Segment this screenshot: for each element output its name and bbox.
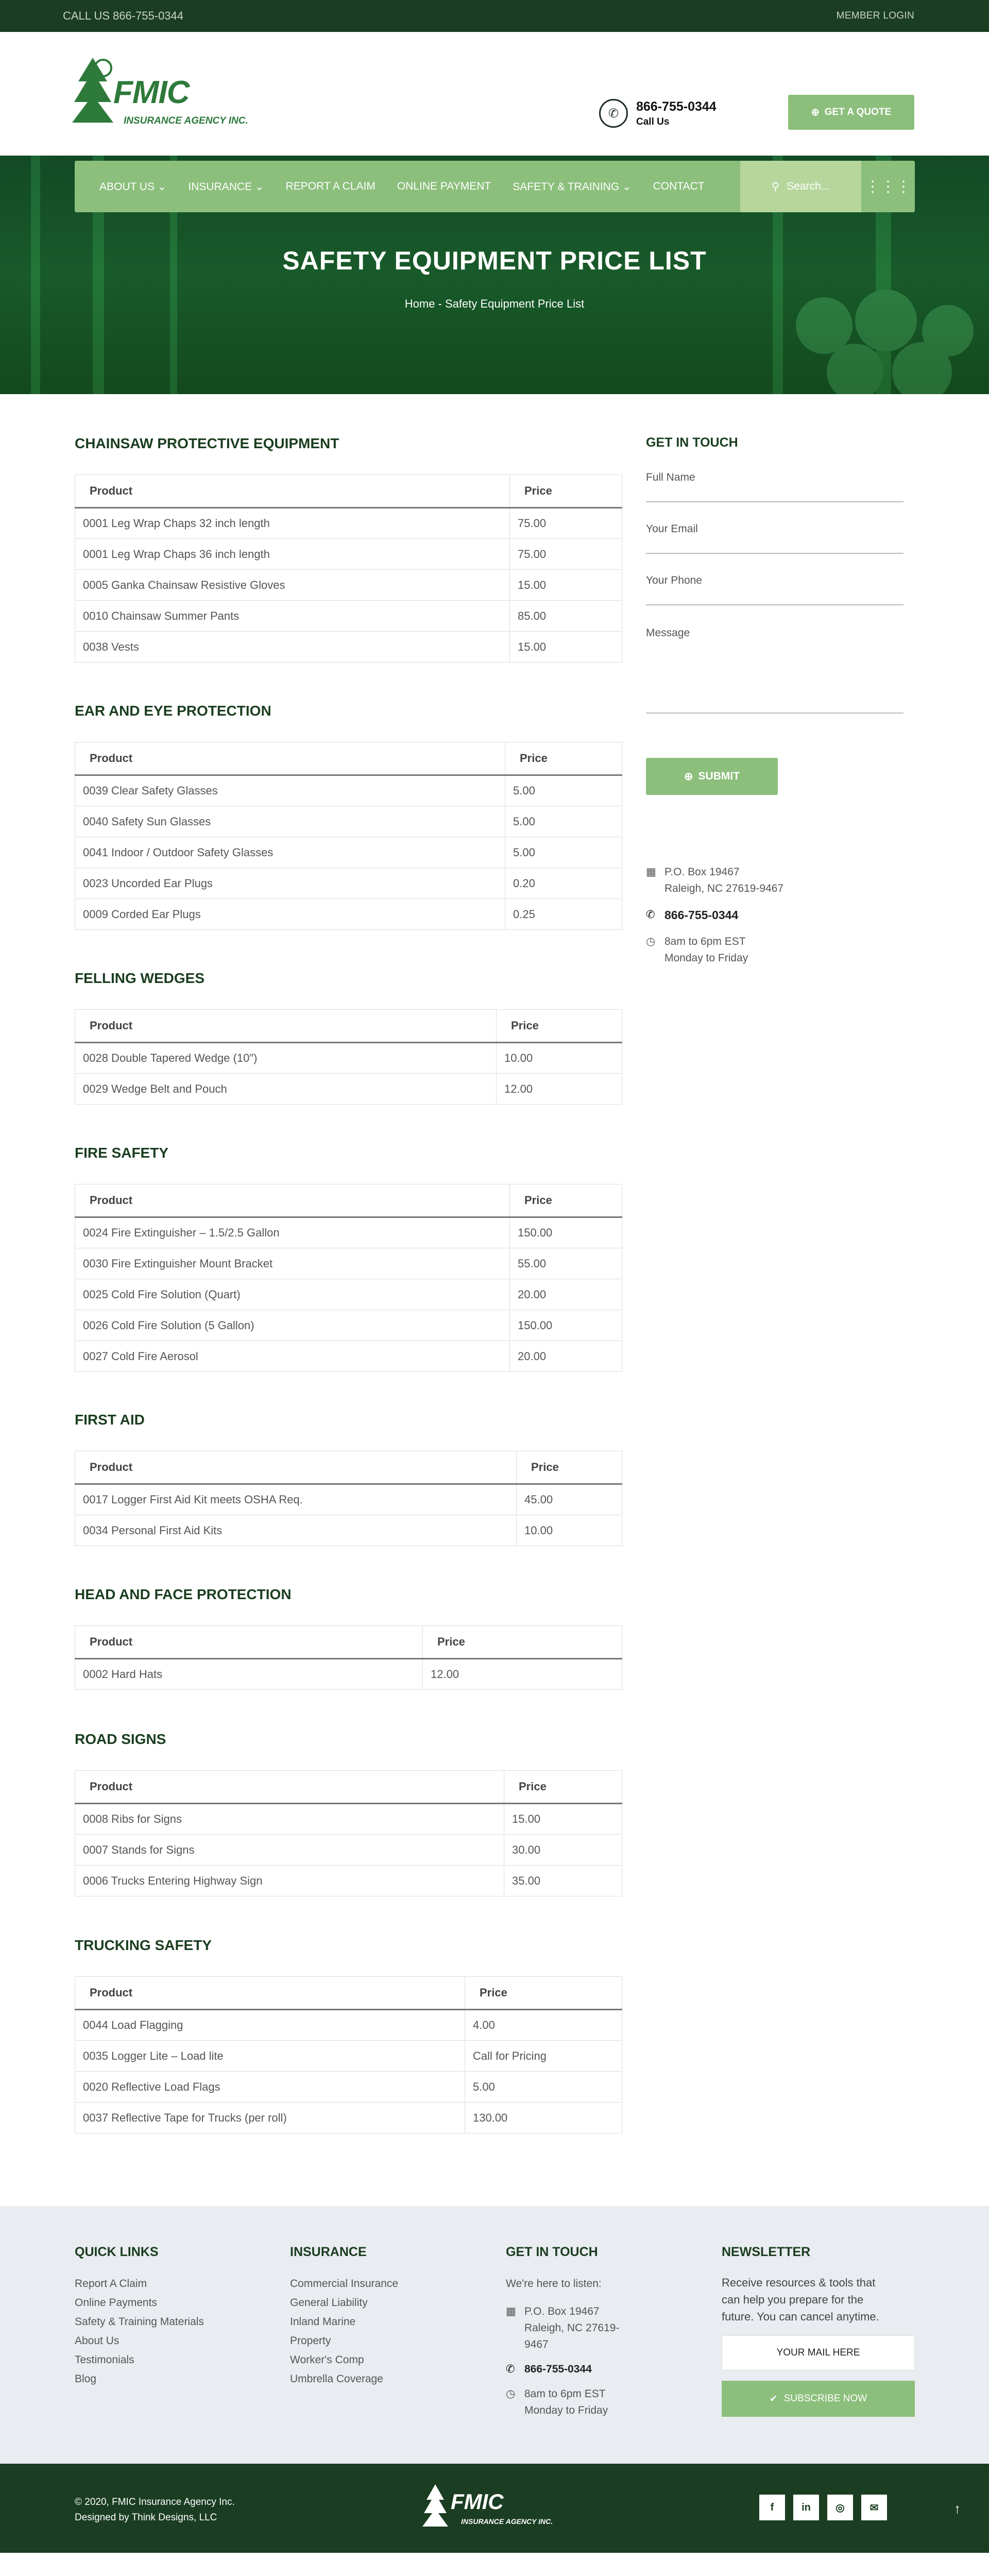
nav-safety-training[interactable]: SAFETY & TRAINING ⌄ xyxy=(513,180,632,193)
full-name-field[interactable]: Full Name xyxy=(646,471,903,502)
product-cell: 0035 Logger Lite – Load lite xyxy=(75,2041,465,2072)
sidebar-phone[interactable] xyxy=(646,907,738,923)
footer-link[interactable]: Blog xyxy=(75,2373,97,2385)
product-cell: 0044 Load Flagging xyxy=(75,2010,465,2041)
section-title: CHAINSAW PROTECTIVE EQUIPMENT xyxy=(75,435,339,451)
product-cell: 0023 Uncorded Ear Plugs xyxy=(75,868,505,899)
table-row xyxy=(75,2041,622,2072)
section-title: FELLING WEDGES xyxy=(75,970,204,986)
sidebar-title: GET IN TOUCH xyxy=(646,435,738,450)
table-row xyxy=(75,2072,622,2103)
price-cell: 15.00 xyxy=(510,570,622,601)
price-cell: 75.00 xyxy=(510,508,622,539)
main-nav xyxy=(75,161,915,212)
table-row xyxy=(75,1484,622,1515)
table-row xyxy=(75,2103,622,2133)
price-section xyxy=(75,1586,622,1690)
footer-phone-number: 866-755-0344 xyxy=(524,2363,592,2375)
product-cell: 0026 Cold Fire Solution (5 Gallon) xyxy=(75,1310,510,1341)
sidebar-address xyxy=(646,864,783,897)
product-cell: 0029 Wedge Belt and Pouch xyxy=(75,1074,497,1105)
product-cell: 0041 Indoor / Outdoor Safety Glasses xyxy=(75,837,505,868)
price-cell: 10.00 xyxy=(497,1043,622,1074)
grid-menu-icon[interactable]: ⋮⋮⋮ xyxy=(865,178,911,195)
sidebar-phone-number: 866-755-0344 xyxy=(664,908,739,922)
footer-insurance xyxy=(290,2245,398,2388)
price-section xyxy=(75,1145,622,1372)
product-column-header: Product xyxy=(75,1010,497,1043)
table-row xyxy=(75,1074,622,1105)
product-cell: 0002 Hard Hats xyxy=(75,1659,423,1690)
table-row xyxy=(75,601,622,632)
table-row xyxy=(75,806,622,837)
newsletter-text: can help you prepare for the xyxy=(722,2293,864,2306)
nav-search[interactable] xyxy=(740,161,861,212)
price-column-header: Price xyxy=(497,1010,622,1043)
product-cell: 0006 Trucks Entering Highway Sign xyxy=(75,1866,504,1896)
header-phone-label: Call Us xyxy=(636,116,670,127)
product-column-header: Product xyxy=(75,1977,465,2010)
product-cell: 0001 Leg Wrap Chaps 36 inch length xyxy=(75,539,510,570)
hours-line-2: Monday to Friday xyxy=(664,952,748,964)
footer-contact-title: GET IN TOUCH xyxy=(506,2245,598,2259)
clock-icon: ◷ xyxy=(506,2388,516,2400)
clock-icon: ◷ xyxy=(646,936,656,947)
table-header-row xyxy=(75,475,622,508)
instagram-icon[interactable]: ◎ xyxy=(827,2495,853,2520)
get-quote-label: GET A QUOTE xyxy=(824,107,892,117)
nav-insurance[interactable]: INSURANCE ⌄ xyxy=(188,180,264,193)
phone-icon: ✆ xyxy=(646,909,655,921)
table-row xyxy=(75,775,622,806)
product-cell: 0039 Clear Safety Glasses xyxy=(75,775,505,806)
logo-subtext: INSURANCE AGENCY INC. xyxy=(124,115,248,126)
product-cell: 0008 Ribs for Signs xyxy=(75,1804,504,1835)
table-row xyxy=(75,508,622,539)
price-cell: 12.00 xyxy=(423,1659,622,1690)
price-table xyxy=(75,1009,622,1105)
price-cell: 5.00 xyxy=(505,806,622,837)
footer-logo[interactable] xyxy=(422,2484,572,2531)
footer-link[interactable]: General Liability xyxy=(290,2297,368,2309)
price-column-header: Price xyxy=(505,742,622,775)
price-cell: 30.00 xyxy=(504,1835,622,1866)
product-cell: 0024 Fire Extinguisher – 1.5/2.5 Gallon xyxy=(75,1217,510,1248)
arrow-circle-icon: ⊕ xyxy=(684,770,693,783)
product-cell: 0001 Leg Wrap Chaps 32 inch length xyxy=(75,508,510,539)
table-header-row xyxy=(75,1010,622,1043)
section-title: ROAD SIGNS xyxy=(75,1731,166,1747)
search-icon: ⚲ xyxy=(771,180,780,193)
linkedin-icon[interactable]: in xyxy=(793,2495,819,2520)
product-column-header: Product xyxy=(75,475,510,508)
copyright-text: © 2020, FMIC Insurance Agency Inc. xyxy=(75,2497,235,2507)
get-quote-button[interactable] xyxy=(788,95,914,130)
product-cell: 0005 Ganka Chainsaw Resistive Gloves xyxy=(75,570,510,601)
table-row xyxy=(75,868,622,899)
footer-link[interactable]: Umbrella Coverage xyxy=(290,2373,383,2385)
table-header-row xyxy=(75,742,622,775)
footer-newsletter xyxy=(722,2245,915,2417)
table-row xyxy=(75,1866,622,1896)
product-cell: 0030 Fire Extinguisher Mount Bracket xyxy=(75,1248,510,1279)
footer-quick-links xyxy=(75,2245,204,2388)
price-cell: 15.00 xyxy=(504,1804,622,1835)
price-section xyxy=(75,1412,622,1546)
social-links xyxy=(759,2495,887,2520)
table-row xyxy=(75,2010,622,2041)
phone-icon: ✆ xyxy=(599,99,628,128)
product-cell: 0037 Reflective Tape for Trucks (per roll) xyxy=(75,2103,465,2133)
product-cell: 0007 Stands for Signs xyxy=(75,1835,504,1866)
price-column-header: Price xyxy=(517,1451,622,1484)
price-cell: 5.00 xyxy=(465,2072,622,2103)
product-column-header: Product xyxy=(75,1626,423,1659)
price-cell: 20.00 xyxy=(510,1279,622,1310)
product-cell: 0017 Logger First Aid Kit meets OSHA Req. xyxy=(75,1484,517,1515)
footer-contact xyxy=(506,2245,671,2419)
footer-link[interactable]: Property xyxy=(290,2335,331,2347)
table-row xyxy=(75,1043,622,1074)
table-header-row xyxy=(75,1977,622,2010)
table-row xyxy=(75,1515,622,1546)
header-call[interactable] xyxy=(599,99,717,128)
price-table xyxy=(75,1625,622,1690)
price-column-header: Price xyxy=(465,1977,622,2010)
message-field[interactable]: Message xyxy=(646,627,903,714)
submit-button[interactable] xyxy=(646,758,778,795)
tree-logo-icon xyxy=(422,2484,448,2528)
price-column-header: Price xyxy=(423,1626,622,1659)
price-cell: Call for Pricing xyxy=(465,2041,622,2072)
nav-report-claim[interactable]: REPORT A CLAIM xyxy=(285,180,376,192)
price-cell: 5.00 xyxy=(505,837,622,868)
product-column-header: Product xyxy=(75,1771,504,1804)
price-section xyxy=(75,703,622,930)
price-cell: 12.00 xyxy=(497,1074,622,1105)
newsletter-text: Receive resources & tools that xyxy=(722,2276,876,2289)
price-cell: 5.00 xyxy=(505,775,622,806)
price-section xyxy=(75,435,622,663)
price-cell: 0.20 xyxy=(505,868,622,899)
page-title: SAFETY EQUIPMENT PRICE LIST xyxy=(282,246,707,275)
table-row xyxy=(75,1248,622,1279)
price-cell: 75.00 xyxy=(510,539,622,570)
product-cell: 0027 Cold Fire Aerosol xyxy=(75,1341,510,1372)
price-cell: 45.00 xyxy=(517,1484,622,1515)
back-to-top-icon[interactable]: ↑ xyxy=(954,2501,961,2516)
product-column-header: Product xyxy=(75,1184,510,1217)
table-row xyxy=(75,632,622,663)
price-table xyxy=(75,1451,622,1546)
price-table xyxy=(75,1976,622,2133)
footer xyxy=(0,2206,989,2464)
table-row xyxy=(75,1341,622,1372)
nav-online-payment[interactable]: ONLINE PAYMENT xyxy=(397,180,491,192)
product-column-header: Product xyxy=(75,1451,517,1484)
price-section xyxy=(75,970,622,1105)
email-field[interactable]: Your Email xyxy=(646,523,903,554)
footer-link[interactable]: Safety & Training Materials xyxy=(75,2316,204,2328)
table-row xyxy=(75,570,622,601)
member-login-link[interactable]: MEMBER LOGIN xyxy=(836,10,914,21)
arrow-circle-icon: ⊕ xyxy=(811,107,820,118)
tree-logo-icon xyxy=(72,58,113,125)
section-title: FIRE SAFETY xyxy=(75,1145,169,1161)
price-cell: 4.00 xyxy=(465,2010,622,2041)
logo-text: FMIC xyxy=(113,75,190,110)
footer-address-line: P.O. Box 19467 xyxy=(524,2306,600,2317)
address-line-2: Raleigh, NC 27619-9467 xyxy=(664,883,784,894)
price-cell: 150.00 xyxy=(510,1310,622,1341)
product-cell: 0040 Safety Sun Glasses xyxy=(75,806,505,837)
price-table xyxy=(75,1184,622,1372)
price-column-header: Price xyxy=(510,1184,622,1217)
building-icon: ▦ xyxy=(506,2306,516,2317)
price-cell: 15.00 xyxy=(510,632,622,663)
price-column-header: Price xyxy=(504,1771,622,1804)
header-phone: 866-755-0344 xyxy=(636,99,717,114)
bottom-bar xyxy=(0,2464,989,2553)
subscribe-label: SUBSCRIBE NOW xyxy=(783,2393,867,2404)
table-row xyxy=(75,1279,622,1310)
table-row xyxy=(75,1835,622,1866)
site-header xyxy=(0,32,989,195)
top-call-text[interactable]: CALL US 866-755-0344 xyxy=(63,9,184,22)
submit-label: SUBMIT xyxy=(698,770,740,782)
price-cell: 130.00 xyxy=(465,2103,622,2133)
subscribe-button[interactable] xyxy=(722,2381,915,2417)
footer-link[interactable]: Worker's Comp xyxy=(290,2354,364,2366)
footer-phone[interactable] xyxy=(506,2361,671,2378)
footer-link[interactable]: Commercial Insurance xyxy=(290,2278,399,2290)
price-column-header: Price xyxy=(510,475,622,508)
price-cell: 0.25 xyxy=(505,899,622,930)
hours-line-1: 8am to 6pm EST xyxy=(664,936,746,947)
product-column-header: Product xyxy=(75,742,505,775)
product-cell: 0020 Reflective Load Flags xyxy=(75,2072,465,2103)
product-cell: 0009 Corded Ear Plugs xyxy=(75,899,505,930)
newsletter-title: NEWSLETTER xyxy=(722,2245,811,2259)
top-bar xyxy=(0,0,989,32)
section-title: EAR AND EYE PROTECTION xyxy=(75,703,271,719)
section-title: TRUCKING SAFETY xyxy=(75,1937,212,1953)
footer-address-line: 9467 xyxy=(524,2338,549,2350)
phone-icon: ✆ xyxy=(506,2363,515,2375)
nav-about[interactable]: ABOUT US ⌄ xyxy=(99,180,167,193)
footer-link[interactable]: Inland Marine xyxy=(290,2316,356,2328)
product-cell: 0038 Vests xyxy=(75,632,510,663)
sidebar-hours xyxy=(646,934,748,967)
price-section xyxy=(75,1731,622,1896)
price-cell: 20.00 xyxy=(510,1341,622,1372)
newsletter-email-input[interactable]: YOUR MAIL HERE xyxy=(722,2335,915,2370)
table-row xyxy=(75,1310,622,1341)
product-cell: 0025 Cold Fire Solution (Quart) xyxy=(75,1279,510,1310)
product-cell: 0028 Double Tapered Wedge (10″) xyxy=(75,1043,497,1074)
check-circle-icon: ✔ xyxy=(769,2393,778,2404)
footer-logo-text: FMIC xyxy=(451,2489,504,2514)
footer-link[interactable]: Testimonials xyxy=(75,2354,134,2366)
price-cell: 10.00 xyxy=(517,1515,622,1546)
footer-address-line: Raleigh, NC 27619- xyxy=(524,2322,620,2334)
section-title: FIRST AID xyxy=(75,1412,145,1428)
site-logo[interactable] xyxy=(72,53,258,145)
table-header-row xyxy=(75,1184,622,1217)
footer-address xyxy=(506,2303,671,2353)
phone-field[interactable]: Your Phone xyxy=(646,574,903,605)
footer-hours-line: 8am to 6pm EST xyxy=(524,2388,606,2400)
product-cell: 0010 Chainsaw Summer Pants xyxy=(75,601,510,632)
address-line-1: P.O. Box 19467 xyxy=(664,866,740,878)
price-cell: 55.00 xyxy=(510,1248,622,1279)
footer-insurance-title: INSURANCE xyxy=(290,2245,367,2259)
footer-hours xyxy=(506,2386,671,2419)
price-section xyxy=(75,1937,622,2133)
table-row xyxy=(75,837,622,868)
price-table xyxy=(75,1770,622,1896)
email-icon[interactable]: ✉ xyxy=(861,2495,887,2520)
facebook-icon[interactable]: f xyxy=(759,2495,785,2520)
price-table xyxy=(75,742,622,930)
footer-hours-line: Monday to Friday xyxy=(524,2404,608,2416)
building-icon: ▦ xyxy=(646,866,656,878)
footer-logo-subtext: INSURANCE AGENCY INC. xyxy=(461,2517,553,2526)
table-row xyxy=(75,1217,622,1248)
footer-link[interactable]: Report A Claim xyxy=(75,2278,147,2290)
search-placeholder: Search... xyxy=(787,180,830,192)
breadcrumb[interactable]: Home - Safety Equipment Price List xyxy=(404,297,585,310)
table-row xyxy=(75,1659,622,1690)
section-title: HEAD AND FACE PROTECTION xyxy=(75,1586,292,1602)
product-cell: 0034 Personal First Aid Kits xyxy=(75,1515,517,1546)
price-table xyxy=(75,474,622,663)
footer-intro: We're here to listen: xyxy=(506,2278,602,2290)
price-cell: 35.00 xyxy=(504,1866,622,1896)
newsletter-text: future. You can cancel anytime. xyxy=(722,2310,879,2323)
footer-link[interactable]: Online Payments xyxy=(75,2297,157,2309)
table-row xyxy=(75,899,622,930)
footer-quick-title: QUICK LINKS xyxy=(75,2245,159,2259)
designer-credit[interactable]: Designed by Think Designs, LLC xyxy=(75,2512,217,2523)
table-header-row xyxy=(75,1771,622,1804)
table-header-row xyxy=(75,1626,622,1659)
nav-contact[interactable]: CONTACT xyxy=(653,180,705,192)
price-cell: 150.00 xyxy=(510,1217,622,1248)
table-row xyxy=(75,539,622,570)
table-header-row xyxy=(75,1451,622,1484)
table-row xyxy=(75,1804,622,1835)
price-cell: 85.00 xyxy=(510,601,622,632)
footer-link[interactable]: About Us xyxy=(75,2335,120,2347)
